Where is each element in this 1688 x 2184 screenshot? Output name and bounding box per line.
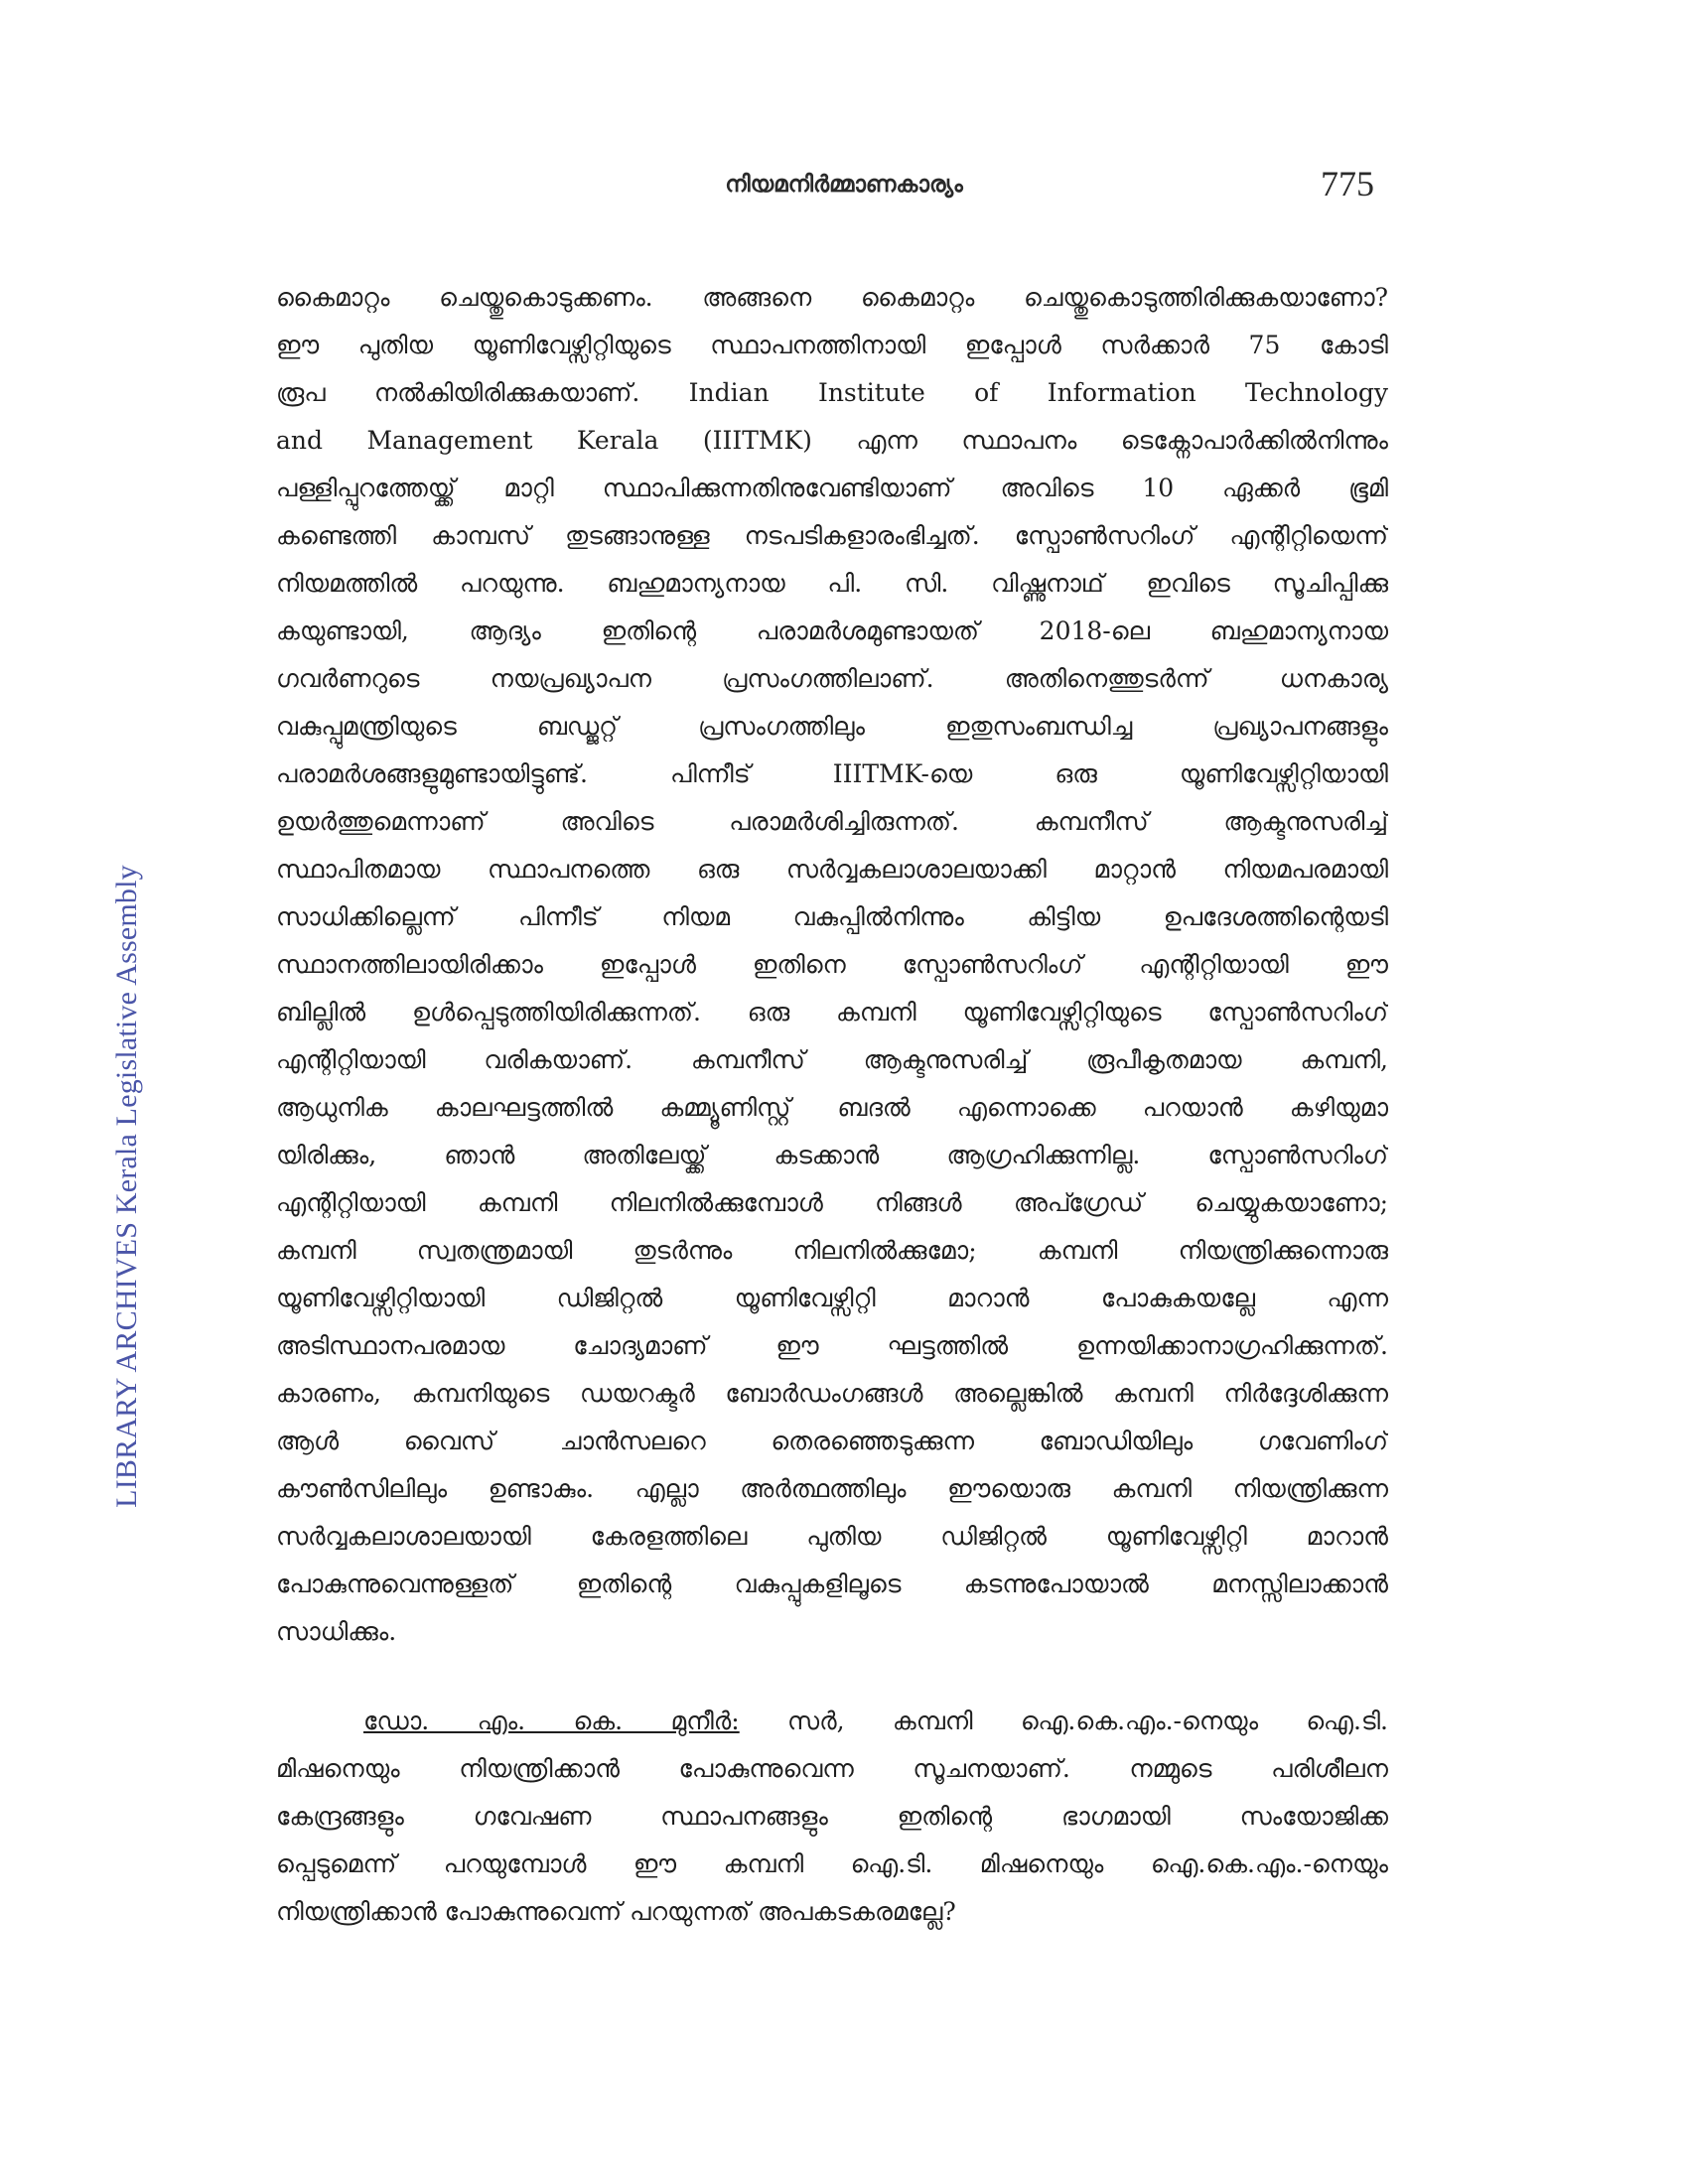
paragraph-line: അടിസ്ഥാനപരമായ ചോദ്യമാണ് ഈ ഘട്ടത്തിൽ ഉന്നയിക്കാനാഗ്രഹിക്കുന്നത്. — [276, 1331, 1388, 1360]
paragraph-line: ഈ പുതിയ യൂണിവേഴ്സിറ്റിയുടെ സ്ഥാപനത്തിനായി ഇപ്പോൾ സർക്കാർ 75 കോടി — [276, 331, 1388, 359]
document-body — [276, 274, 1388, 1936]
paragraph-line — [276, 1698, 1388, 1745]
paragraph-line: വകുപ്പുമന്ത്രിയുടെ ബഡ്ജറ്റ് പ്രസംഗത്തിലും ഇതുസംബന്ധിച്ച പ്രഖ്യാപനങ്ങളും — [276, 712, 1388, 741]
paragraph-line: സർവ്വകലാശാലയായി കേരളത്തിലെ പുതിയ ഡിജിറ്റൽ യൂണിവേഴ്സിറ്റി മാറാൻ — [276, 1522, 1388, 1551]
speaker-name: ഡോ. എം. കെ. മുനീർ: — [363, 1706, 740, 1735]
page-number: 775 — [1321, 164, 1374, 204]
paragraph-line: ഉയർത്തുമെന്നാണ് അവിടെ പരാമർശിച്ചിരുന്നത്. കമ്പനീസ് ആക്ടനുസരിച്ച് — [276, 807, 1388, 836]
paragraph-line: പ്പെടുമെന്ന് പറയുമ്പോൾ ഈ കമ്പനി ഐ.ടി. മിഷനെയും ഐ.കെ.എം.-നെയും — [276, 1849, 1388, 1878]
paragraph-line: എന്റിറ്റിയായി കമ്പനി നിലനിൽക്കുമ്പോൾ നിങ്ങൾ അപ്ഗ്രേഡ് ചെയ്യുകയാണോ; — [276, 1188, 1388, 1217]
paragraph-line: കേന്ദ്രങ്ങളും ഗവേഷണ സ്ഥാപനങ്ങളും ഇതിന്റെ ഭാഗമായി സംയോജിക്ക — [276, 1802, 1388, 1831]
paragraph-line: പള്ളിപ്പുറത്തേയ്ക്ക് മാറ്റി സ്ഥാപിക്കുന്നതിനുവേണ്ടിയാണ് അവിടെ 10 ഏക്കർ ഭൂമി — [276, 474, 1388, 502]
paragraph-spacer — [276, 1656, 1388, 1698]
running-title: നിയമനിർമ്മാണകാര്യം — [725, 171, 963, 198]
archive-watermark: LIBRARY ARCHIVES Kerala Legislative Assembly — [110, 865, 143, 1508]
paragraph-line: യൂണിവേഴ്സിറ്റിയായി ഡിജിറ്റൽ യൂണിവേഴ്സിറ്റി മാറാൻ പോകുകയല്ലേ എന്ന — [276, 1284, 1388, 1312]
paragraph-line: സ്ഥാപിതമായ സ്ഥാപനത്തെ ഒരു സർവ്വകലാശാലയാക്കി മാറ്റാൻ നിയമപരമായി — [276, 855, 1388, 884]
paragraph-line: കൈമാറ്റം ചെയ്തുകൊടുക്കണം. അങ്ങനെ കൈമാറ്റം ചെയ്തുകൊടുത്തിരിക്കുകയാണോ? — [276, 283, 1388, 312]
paragraph-line: ആധുനിക കാലഘട്ടത്തിൽ കമ്മ്യൂണിസ്റ്റ് ബദൽ എന്നൊക്കെ പറയാൻ കഴിയുമാ — [276, 1093, 1388, 1122]
paragraph-line: കണ്ടെത്തി കാമ്പസ് തുടങ്ങാനുള്ള നടപടികളാരംഭിച്ചത്. സ്പോൺസറിംഗ് എന്റിറ്റിയെന്ന് — [276, 521, 1388, 550]
paragraph-2 — [276, 1698, 1388, 1936]
paragraph-line: എന്റിറ്റിയായി വരികയാണ്. കമ്പനീസ് ആക്ടനുസരിച്ച് രൂപീകൃതമായ കമ്പനി, — [276, 1045, 1388, 1074]
paragraph-line: കാരണം, കമ്പനിയുടെ ഡയറക്ടർ ബോർഡംഗങ്ങൾ അല്ലെങ്കിൽ കമ്പനി നിർദ്ദേശിക്കുന്ന — [276, 1379, 1388, 1408]
paragraph-line: ആൾ വൈസ് ചാൻസലറെ തെരഞ്ഞെടുക്കുന്ന ബോഡിയിലും ഗവേണിംഗ് — [276, 1427, 1388, 1455]
paragraph-line: നിയന്ത്രിക്കാൻ പോകുന്നുവെന്ന് പറയുന്നത് അപകടകരമല്ലേ? — [276, 1897, 956, 1926]
paragraph-line: പരാമർശങ്ങളുമുണ്ടായിട്ടുണ്ട്. പിന്നീട് IIITMK-യെ ഒരു യൂണിവേഴ്സിറ്റിയായി — [276, 759, 1388, 788]
paragraph-line: മിഷനെയും നിയന്ത്രിക്കാൻ പോകുന്നുവെന്ന സൂചനയാണ്. നമ്മുടെ പരിശീലന — [276, 1754, 1388, 1783]
paragraph-line: ബില്ലിൽ ഉൾപ്പെടുത്തിയിരിക്കുന്നത്. ഒരു കമ്പനി യൂണിവേഴ്സിറ്റിയുടെ സ്പോൺസറിംഗ് — [276, 998, 1388, 1026]
paragraph-line: സ്ഥാനത്തിലായിരിക്കാം ഇപ്പോൾ ഇതിനെ സ്പോൺസറിംഗ് എന്റിറ്റിയായി ഈ — [276, 950, 1388, 979]
paragraph-line: രൂപ നൽകിയിരിക്കുകയാണ്. Indian Institute of Information Technology — [276, 378, 1388, 407]
paragraph-line: and Management Kerala (IIITMK) എന്ന സ്ഥാപനം ടെക്നോപാർക്കിൽനിന്നും — [276, 426, 1388, 455]
paragraph-line: കമ്പനി സ്വതന്ത്രമായി തുടർന്നും നിലനിൽക്കുമോ; കമ്പനി നിയന്ത്രിക്കുന്നൊരു — [276, 1236, 1388, 1265]
paragraph-line: സാധിക്കില്ലെന്ന് പിന്നീട് നിയമ വകുപ്പിൽനിന്നും കിട്ടിയ ഉപദേശത്തിന്റെയടി — [276, 902, 1388, 931]
paragraph-line: പോകുന്നുവെന്നുള്ളത് ഇതിന്റെ വകുപ്പുകളിലൂടെ കടന്നുപോയാൽ മനസ്സിലാക്കാൻ — [276, 1570, 1388, 1598]
speaker-text: സർ, കമ്പനി ഐ.കെ.എം.-നെയും ഐ.ടി. — [739, 1706, 1388, 1735]
paragraph-line: ഗവർണറുടെ നയപ്രഖ്യാപന പ്രസംഗത്തിലാണ്. അതിനെത്തുടർന്ന് ധനകാര്യ — [276, 664, 1388, 693]
paragraph-line: കൗൺസിലിലും ഉണ്ടാകും. എല്ലാ അർത്ഥത്തിലും ഈയൊരു കമ്പനി നിയന്ത്രിക്കുന്ന — [276, 1474, 1388, 1503]
paragraph-line: നിയമത്തിൽ പറയുന്നു. ബഹുമാന്യനായ പി. സി. വിഷ്ണുനാഥ് ഇവിടെ സൂചിപ്പിക്കു — [276, 569, 1388, 598]
paragraph-line: കയുണ്ടായി, ആദ്യം ഇതിന്റെ പരാമർശമുണ്ടായത് 2018-ലെ ബഹുമാന്യനായ — [276, 616, 1388, 645]
paragraph-line: സാധിക്കും. — [276, 1617, 397, 1646]
paragraph-line: യിരിക്കും, ഞാൻ അതിലേയ്ക്ക് കടക്കാൻ ആഗ്രഹിക്കുന്നില്ല. സ്പോൺസറിംഗ് — [276, 1141, 1388, 1169]
paragraph-1 — [276, 274, 1388, 1656]
